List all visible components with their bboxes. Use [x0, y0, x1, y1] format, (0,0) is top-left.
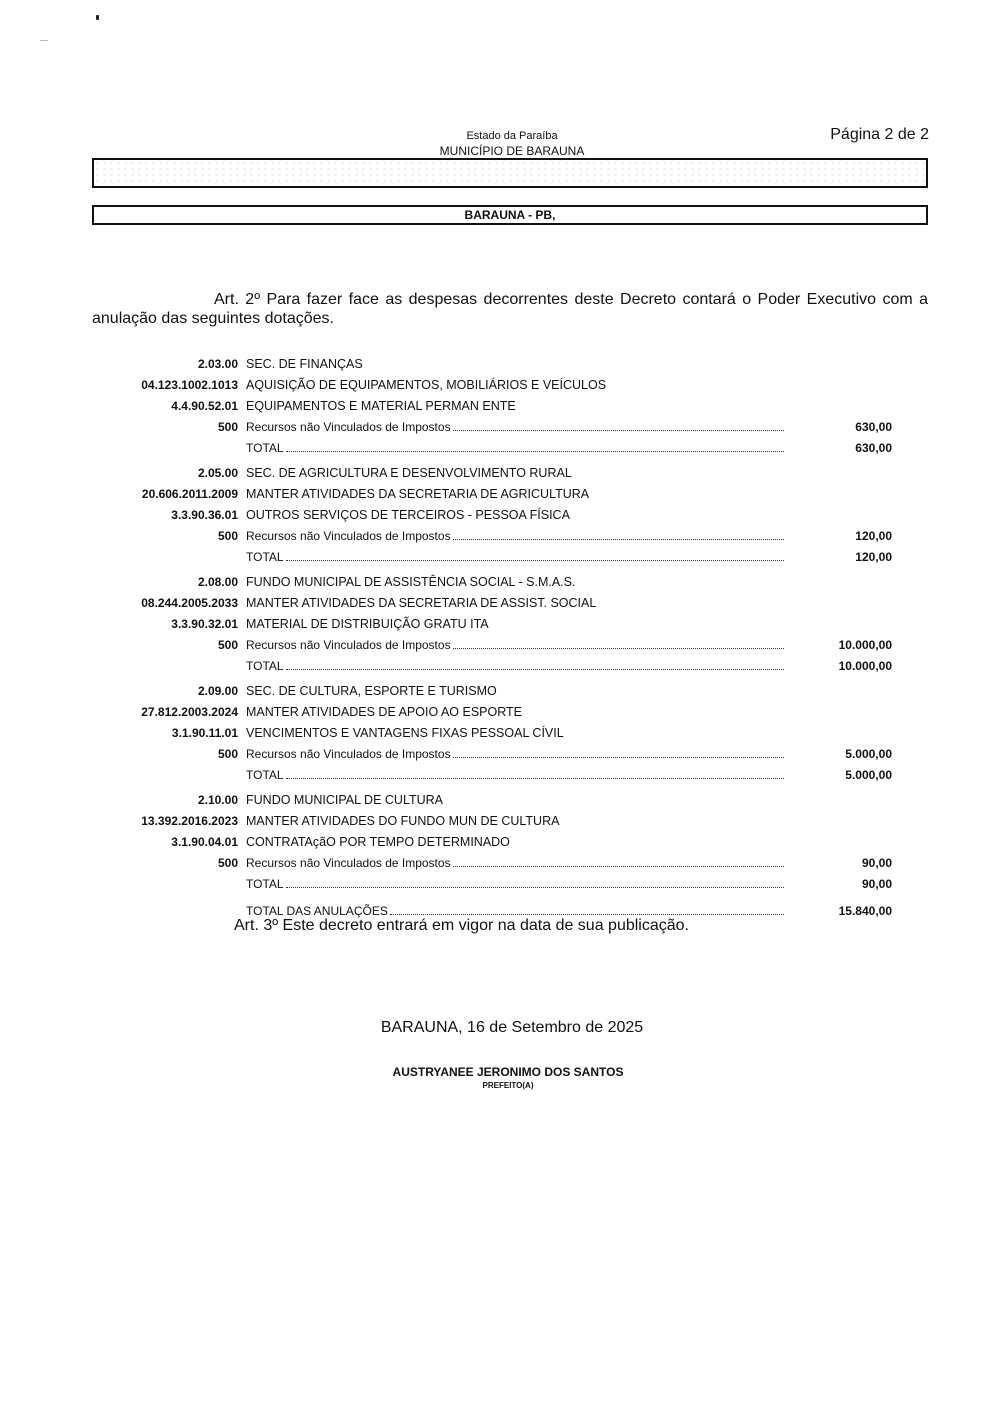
action-code: 20.606.2011.2009 [141, 487, 238, 501]
element-row [90, 616, 902, 637]
source-value: 120,00 [855, 529, 892, 543]
dot-leader [286, 777, 784, 779]
article-2-text: Art. 2º Para fazer face as despesas decorrentes deste Decreto contará o Poder Executivo com a anulação das seguintes dotações. [92, 291, 928, 327]
dot-leader [453, 538, 784, 540]
group-gap [90, 897, 902, 901]
source-code: 500 [217, 747, 238, 761]
source-name [246, 528, 784, 544]
article-3-text: Art. 3º Este decreto entrará em vigor na data de sua publicação. [234, 917, 689, 934]
dot-leader [286, 668, 784, 670]
action-row [90, 486, 902, 507]
source-row [90, 855, 902, 876]
municipality-name: MUNICÍPIO DE BARAUNA [439, 144, 585, 158]
source-code: 500 [217, 420, 238, 434]
action-code: 08.244.2005.2033 [141, 596, 238, 610]
unit-name: SEC. DE CULTURA, ESPORTE E TURISMO [246, 684, 497, 698]
dot-leader [453, 429, 784, 431]
unit-row [90, 574, 902, 595]
source-value: 630,00 [855, 420, 892, 434]
source-name-label: Recursos não Vinculados de Impostos [246, 420, 451, 434]
place-date: BARAUNA, 16 de Setembro de 2025 [380, 1019, 644, 1036]
dot-leader [286, 886, 784, 888]
unit-row [90, 792, 902, 813]
total-row [90, 549, 902, 570]
source-code: 500 [217, 856, 238, 870]
action-row [90, 704, 902, 725]
annulment-table [90, 356, 902, 924]
source-name [246, 746, 784, 762]
total [246, 876, 784, 892]
total-value: 5.000,00 [845, 768, 892, 782]
dot-leader [390, 913, 784, 915]
action-row [90, 595, 902, 616]
source-name [246, 855, 784, 871]
page-number: Página 2 de 2 [830, 126, 929, 143]
grand-total-label: TOTAL DAS ANULAÇÕES [246, 904, 388, 918]
source-value: 90,00 [861, 856, 892, 870]
total [246, 440, 784, 456]
action-code: 27.812.2003.2024 [141, 705, 238, 719]
source-code: 500 [217, 638, 238, 652]
element-name: MATERIAL DE DISTRIBUIÇÃO GRATU ITA [246, 617, 489, 631]
source-value: 5.000,00 [845, 747, 892, 761]
total-label: TOTAL [246, 659, 284, 673]
action-name: MANTER ATIVIDADES DA SECRETARIA DE ASSIST. SOCIAL [246, 596, 597, 610]
source-row [90, 637, 902, 658]
total-label: TOTAL [246, 441, 284, 455]
dot-leader [453, 865, 784, 867]
action-name: MANTER ATIVIDADES DO FUNDO MUN DE CULTURA [246, 814, 560, 828]
element-code: 3.1.90.04.01 [171, 835, 238, 849]
total-label: TOTAL [246, 877, 284, 891]
action-code: 13.392.2016.2023 [141, 814, 238, 828]
total-row [90, 658, 902, 679]
dot-leader [286, 450, 784, 452]
source-row [90, 528, 902, 549]
element-code: 3.3.90.36.01 [171, 508, 238, 522]
source-name [246, 637, 784, 653]
total-row [90, 767, 902, 788]
element-row [90, 725, 902, 746]
unit-row [90, 465, 902, 486]
total-row [90, 440, 902, 461]
source-name-label: Recursos não Vinculados de Impostos [246, 747, 451, 761]
unit-code: 2.08.00 [197, 575, 238, 589]
total [246, 767, 784, 783]
total [246, 549, 784, 565]
dot-leader [286, 559, 784, 561]
source-row [90, 419, 902, 440]
element-code: 3.3.90.32.01 [171, 617, 238, 631]
header-shaded-box [92, 158, 928, 188]
action-row [90, 813, 902, 834]
unit-name: SEC. DE AGRICULTURA E DESENVOLVIMENTO RURAL [246, 466, 572, 480]
total-label: TOTAL [246, 550, 284, 564]
unit-name: FUNDO MUNICIPAL DE CULTURA [246, 793, 444, 807]
scan-speck [40, 40, 48, 41]
source-name-label: Recursos não Vinculados de Impostos [246, 638, 451, 652]
scan-speck [96, 15, 99, 20]
action-code: 04.123.1002.1013 [141, 378, 238, 392]
total-value: 10.000,00 [838, 659, 892, 673]
grand-total-value: 15.840,00 [838, 904, 892, 918]
signer-role: PREFEITO(A) [482, 1081, 534, 1090]
action-row [90, 377, 902, 398]
source-row [90, 746, 902, 767]
element-row [90, 507, 902, 528]
unit-row [90, 356, 902, 377]
element-row [90, 834, 902, 855]
element-name: EQUIPAMENTOS E MATERIAL PERMAN ENTE [246, 399, 516, 413]
unit-code: 2.09.00 [197, 684, 238, 698]
action-name: MANTER ATIVIDADES DA SECRETARIA DE AGRICULTURA [246, 487, 590, 501]
total [246, 658, 784, 674]
unit-name: SEC. DE FINANÇAS [246, 357, 363, 371]
dot-leader [453, 756, 784, 758]
element-code: 4.4.90.52.01 [171, 399, 238, 413]
element-row [90, 398, 902, 419]
element-code: 3.1.90.11.01 [171, 726, 238, 740]
unit-name: FUNDO MUNICIPAL DE ASSISTÊNCIA SOCIAL - S.M.A.S. [246, 575, 576, 589]
total-label: TOTAL [246, 768, 284, 782]
signer-name: AUSTRYANEE JERONIMO DOS SANTOS [392, 1065, 624, 1079]
total-value: 630,00 [855, 441, 892, 455]
total-value: 90,00 [861, 877, 892, 891]
unit-row [90, 683, 902, 704]
action-name: MANTER ATIVIDADES DE APOIO AO ESPORTE [246, 705, 522, 719]
source-name-label: Recursos não Vinculados de Impostos [246, 529, 451, 543]
total-value: 120,00 [855, 550, 892, 564]
unit-code: 2.05.00 [197, 466, 238, 480]
element-name: VENCIMENTOS E VANTAGENS FIXAS PESSOAL CÍVIL [246, 726, 564, 740]
location-box: BARAUNA - PB, [92, 205, 928, 225]
source-code: 500 [217, 529, 238, 543]
action-name: AQUISIÇÃO DE EQUIPAMENTOS, MOBILIÁRIOS E VEÍCULOS [246, 378, 607, 392]
element-name: CONTRATAçãO POR TEMPO DETERMINADO [246, 835, 510, 849]
source-name-label: Recursos não Vinculados de Impostos [246, 856, 451, 870]
state-name: Estado da Paraíba [466, 130, 558, 142]
source-name [246, 419, 784, 435]
unit-code: 2.10.00 [197, 793, 238, 807]
source-value: 10.000,00 [838, 638, 892, 652]
dot-leader [453, 647, 784, 649]
total-row [90, 876, 902, 897]
element-name: OUTROS SERVIÇOS DE TERCEIROS - PESSOA FÍSICA [246, 508, 570, 522]
unit-code: 2.03.00 [197, 357, 238, 371]
